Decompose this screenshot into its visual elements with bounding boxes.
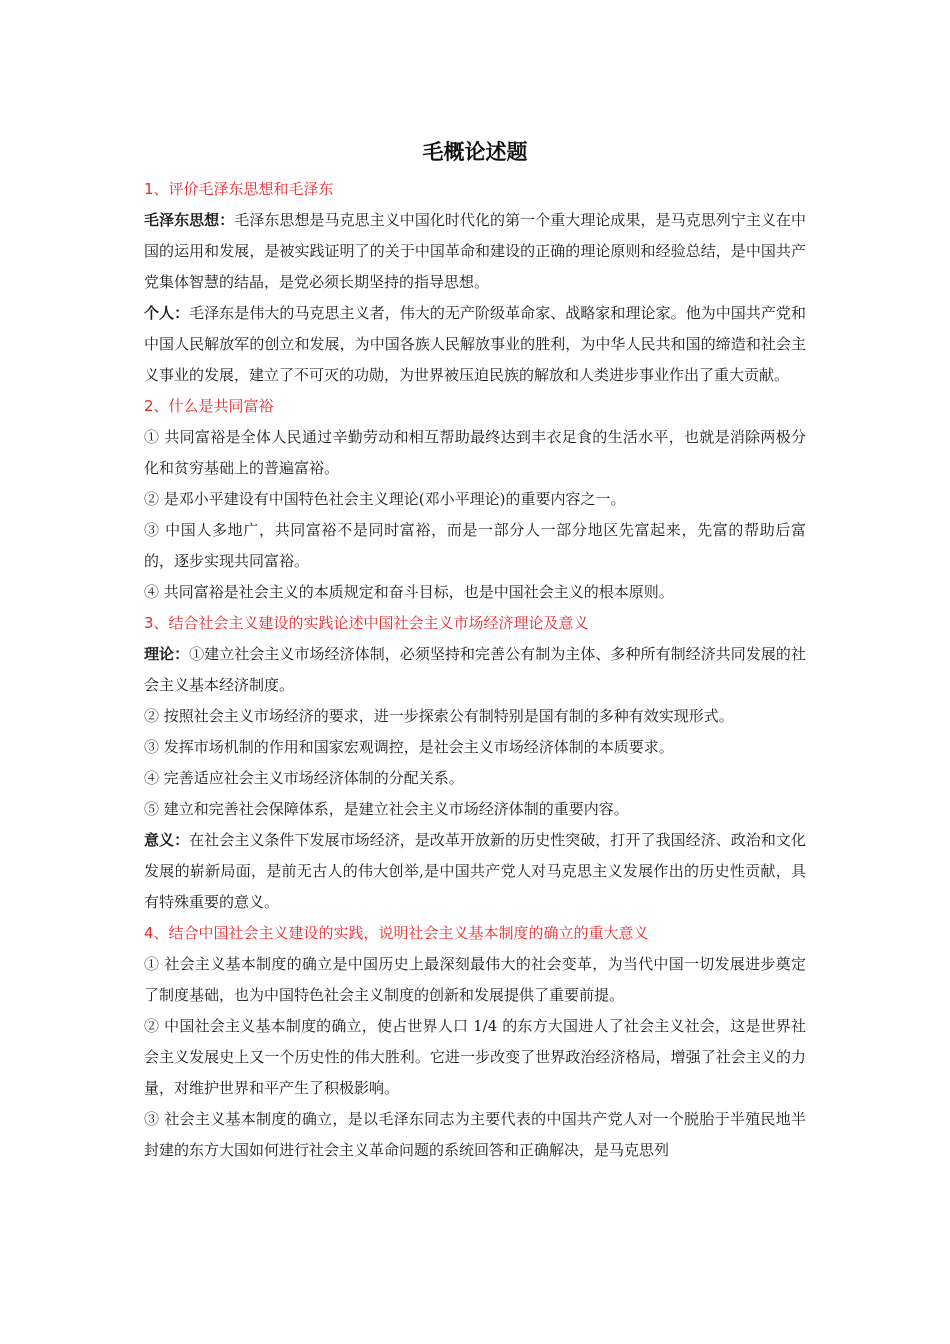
section-heading: 2、什么是共同富裕 xyxy=(144,397,274,415)
section-heading: 4、结合中国社会主义建设的实践，说明社会主义基本制度的确立的重大意义 xyxy=(144,924,649,942)
paragraph-text: ① 共同富裕是全体人民通过辛勤劳动和相互帮助最终达到丰衣足食的生活水平，也就是消除两极分化和贫穷基础上的普遍富裕。 xyxy=(144,428,806,477)
paragraph xyxy=(144,1011,806,1104)
paragraph xyxy=(144,484,806,515)
paragraph xyxy=(144,794,806,825)
paragraph xyxy=(144,949,806,1011)
paragraph-text: ① 社会主义基本制度的确立是中国历史上最深刻最伟大的社会变革，为当代中国一切发展进步奠定了制度基础，也为中国特色社会主义制度的创新和发展提供了重要前提。 xyxy=(144,955,806,1004)
section-3 xyxy=(144,608,806,918)
paragraph xyxy=(144,205,806,298)
paragraph xyxy=(144,1104,806,1166)
paragraph-text: ② 中国社会主义基本制度的确立，使占世界人口 1/4 的东方大国进人了社会主义社会，这是世界社会主义发展史上又一个历史性的伟大胜利。它进一步改变了世界政治经济格局，增强了社会主义的力量，对维护世界和平产生了积极影响。 xyxy=(144,1017,806,1097)
paragraph-text: ③ 中国人多地广，共同富裕不是同时富裕，而是一部分人一部分地区先富起来，先富的帮助后富的，逐步实现共同富裕。 xyxy=(144,521,806,570)
section-1 xyxy=(144,174,806,391)
paragraph xyxy=(144,701,806,732)
paragraph-text: ④ 共同富裕是社会主义的本质规定和奋斗目标，也是中国社会主义的根本原则。 xyxy=(144,583,674,601)
paragraph xyxy=(144,763,806,794)
paragraph-lead: 意义： xyxy=(144,831,190,849)
document-page xyxy=(144,132,806,1166)
paragraph-text: 毛泽东思想是马克思主义中国化时代化的第一个重大理论成果，是马克思列宁主义在中国的运用和发展，是被实践证明了的关于中国革命和建设的正确的理论原则和经验总结，是中国共产党集体智慧的结晶，是党必须长期坚持的指导思想。 xyxy=(144,211,806,291)
paragraph-text: ⑤ 建立和完善社会保障体系，是建立社会主义市场经济体制的重要内容。 xyxy=(144,800,629,818)
paragraph xyxy=(144,577,806,608)
section-heading: 1、评价毛泽东思想和毛泽东 xyxy=(144,180,334,198)
section-4 xyxy=(144,918,806,1166)
paragraph-text: ③ 社会主义基本制度的确立，是以毛泽东同志为主要代表的中国共产党人对一个脱胎于半殖民地半封建的东方大国如何进行社会主义革命问题的系统回答和正确解决，是马克思列 xyxy=(144,1110,806,1159)
paragraph-text: 在社会主义条件下发展市场经济，是改革开放新的历史性突破，打开了我国经济、政治和文化发展的崭新局面，是前无古人的伟大创举,是中国共产党人对马克思主义发展作出的历史性贡献，具有特殊重要的意义。 xyxy=(144,831,806,911)
paragraph-lead: 个人： xyxy=(144,304,190,322)
paragraph xyxy=(144,825,806,918)
paragraph xyxy=(144,422,806,484)
paragraph-text: 毛泽东是伟大的马克思主义者，伟大的无产阶级革命家、战略家和理论家。他为中国共产党和中国人民解放军的创立和发展，为中国各族人民解放事业的胜利，为中华人民共和国的缔造和社会主义事业的发展，建立了不可灭的功勋，为世界被压迫民族的解放和人类进步事业作出了重大贡献。 xyxy=(144,304,806,384)
paragraph xyxy=(144,732,806,763)
page-title: 毛概论述题 xyxy=(422,140,528,164)
paragraph xyxy=(144,639,806,701)
paragraph-text: ② 是邓小平建设有中国特色社会主义理论(邓小平理论)的重要内容之一。 xyxy=(144,490,626,508)
paragraph-text: ④ 完善适应社会主义市场经济体制的分配关系。 xyxy=(144,769,464,787)
paragraph-lead: 理论： xyxy=(144,645,190,663)
section-2 xyxy=(144,391,806,608)
paragraph-text: ①建立社会主义市场经济体制，必须坚持和完善公有制为主体、多种所有制经济共同发展的社会主义基本经济制度。 xyxy=(144,645,806,694)
paragraph xyxy=(144,515,806,577)
paragraph-text: ② 按照社会主义市场经济的要求，进一步探索公有制特别是国有制的多种有效实现形式。 xyxy=(144,707,734,725)
paragraph xyxy=(144,298,806,391)
paragraph-text: ③ 发挥市场机制的作用和国家宏观调控，是社会主义市场经济体制的本质要求。 xyxy=(144,738,674,756)
paragraph-lead: 毛泽东思想： xyxy=(144,211,235,229)
section-heading: 3、结合社会主义建设的实践论述中国社会主义市场经济理论及意义 xyxy=(144,614,589,632)
